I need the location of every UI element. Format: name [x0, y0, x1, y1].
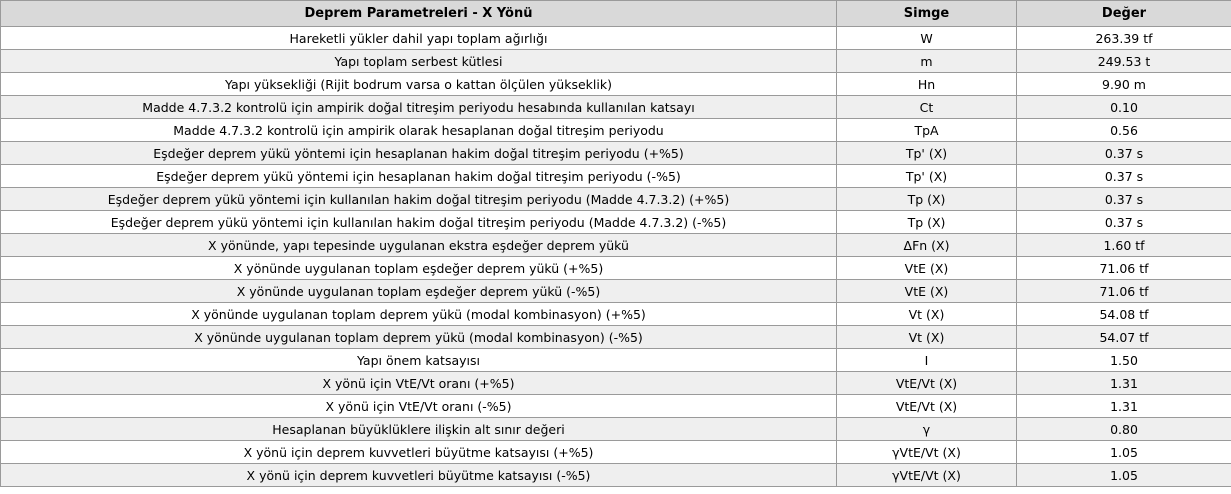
cell-simge: Ct: [837, 96, 1017, 119]
cell-deger: 71.06 tf: [1017, 257, 1231, 280]
cell-simge: VtE (X): [837, 280, 1017, 303]
cell-parametre: Eşdeğer deprem yükü yöntemi için hesaplanan hakim doğal titreşim periyodu (-%5): [1, 165, 837, 188]
cell-simge: Vt (X): [837, 303, 1017, 326]
cell-simge: Tp' (X): [837, 142, 1017, 165]
cell-parametre: Yapı önem katsayısı: [1, 349, 837, 372]
cell-parametre: Hareketli yükler dahil yapı toplam ağırlığı: [1, 27, 837, 50]
table-row: [1, 441, 1231, 464]
table-row: [1, 73, 1231, 96]
cell-parametre: Eşdeğer deprem yükü yöntemi için kullanılan hakim doğal titreşim periyodu (Madde 4.7.3.2) (+%5): [1, 188, 837, 211]
cell-parametre: Hesaplanan büyüklüklere ilişkin alt sınır değeri: [1, 418, 837, 441]
cell-deger: 0.37 s: [1017, 142, 1231, 165]
table-row: [1, 50, 1231, 73]
cell-simge: W: [837, 27, 1017, 50]
table-row: [1, 257, 1231, 280]
table-row: [1, 119, 1231, 142]
cell-deger: 9.90 m: [1017, 73, 1231, 96]
table-row: [1, 142, 1231, 165]
table-row: [1, 418, 1231, 441]
cell-deger: 54.08 tf: [1017, 303, 1231, 326]
cell-parametre: X yönünde uygulanan toplam eşdeğer deprem yükü (+%5): [1, 257, 837, 280]
table-row: [1, 27, 1231, 50]
cell-parametre: X yönünde uygulanan toplam deprem yükü (modal kombinasyon) (-%5): [1, 326, 837, 349]
cell-parametre: X yönü için deprem kuvvetleri büyütme katsayısı (+%5): [1, 441, 837, 464]
cell-parametre: Yapı yüksekliği (Rijit bodrum varsa o kattan ölçülen yükseklik): [1, 73, 837, 96]
table-row: [1, 165, 1231, 188]
cell-deger: 1.31: [1017, 395, 1231, 418]
cell-deger: 1.05: [1017, 441, 1231, 464]
cell-parametre: X yönünde uygulanan toplam deprem yükü (modal kombinasyon) (+%5): [1, 303, 837, 326]
header-deger: Değer: [1017, 1, 1231, 27]
cell-deger: 249.53 t: [1017, 50, 1231, 73]
table-row: [1, 211, 1231, 234]
table-row: [1, 96, 1231, 119]
header-row: [1, 1, 1231, 27]
cell-deger: 54.07 tf: [1017, 326, 1231, 349]
cell-simge: Tp (X): [837, 188, 1017, 211]
cell-parametre: X yönü için VtE/Vt oranı (+%5): [1, 372, 837, 395]
cell-parametre: Madde 4.7.3.2 kontrolü için ampirik olarak hesaplanan doğal titreşim periyodu: [1, 119, 837, 142]
cell-deger: 0.37 s: [1017, 165, 1231, 188]
cell-deger: 0.37 s: [1017, 211, 1231, 234]
cell-parametre: Yapı toplam serbest kütlesi: [1, 50, 837, 73]
cell-deger: 263.39 tf: [1017, 27, 1231, 50]
cell-deger: 1.05: [1017, 464, 1231, 487]
cell-simge: Hn: [837, 73, 1017, 96]
table-row: [1, 188, 1231, 211]
cell-deger: 0.56: [1017, 119, 1231, 142]
table-row: [1, 395, 1231, 418]
cell-deger: 1.31: [1017, 372, 1231, 395]
table-row: [1, 303, 1231, 326]
table-body: [1, 27, 1231, 487]
cell-parametre: X yönünde, yapı tepesinde uygulanan ekstra eşdeğer deprem yükü: [1, 234, 837, 257]
cell-simge: γVtE/Vt (X): [837, 464, 1017, 487]
table-row: [1, 326, 1231, 349]
cell-simge: I: [837, 349, 1017, 372]
cell-simge: VtE (X): [837, 257, 1017, 280]
header-parametre: Deprem Parametreleri - X Yönü: [1, 1, 837, 27]
cell-deger: 1.60 tf: [1017, 234, 1231, 257]
cell-simge: VtE/Vt (X): [837, 395, 1017, 418]
cell-deger: 0.80: [1017, 418, 1231, 441]
cell-deger: 71.06 tf: [1017, 280, 1231, 303]
table-row: [1, 234, 1231, 257]
table-header: [1, 1, 1231, 27]
cell-deger: 1.50: [1017, 349, 1231, 372]
cell-deger: 0.10: [1017, 96, 1231, 119]
header-simge: Simge: [837, 1, 1017, 27]
table-row: [1, 349, 1231, 372]
cell-deger: 0.37 s: [1017, 188, 1231, 211]
cell-parametre: Eşdeğer deprem yükü yöntemi için kullanılan hakim doğal titreşim periyodu (Madde 4.7.3.2) (-%5): [1, 211, 837, 234]
cell-simge: Tp' (X): [837, 165, 1017, 188]
cell-simge: Tp (X): [837, 211, 1017, 234]
cell-parametre: X yönünde uygulanan toplam eşdeğer deprem yükü (-%5): [1, 280, 837, 303]
cell-parametre: Madde 4.7.3.2 kontrolü için ampirik doğal titreşim periyodu hesabında kullanılan katsayı: [1, 96, 837, 119]
cell-simge: TpA: [837, 119, 1017, 142]
cell-simge: Vt (X): [837, 326, 1017, 349]
cell-simge: VtE/Vt (X): [837, 372, 1017, 395]
table-row: [1, 280, 1231, 303]
cell-simge: γVtE/Vt (X): [837, 441, 1017, 464]
cell-simge: m: [837, 50, 1017, 73]
cell-simge: ΔFn (X): [837, 234, 1017, 257]
cell-simge: γ: [837, 418, 1017, 441]
cell-parametre: X yönü için deprem kuvvetleri büyütme katsayısı (-%5): [1, 464, 837, 487]
cell-parametre: X yönü için VtE/Vt oranı (-%5): [1, 395, 837, 418]
cell-parametre: Eşdeğer deprem yükü yöntemi için hesaplanan hakim doğal titreşim periyodu (+%5): [1, 142, 837, 165]
table-row: [1, 372, 1231, 395]
table-row: [1, 464, 1231, 487]
